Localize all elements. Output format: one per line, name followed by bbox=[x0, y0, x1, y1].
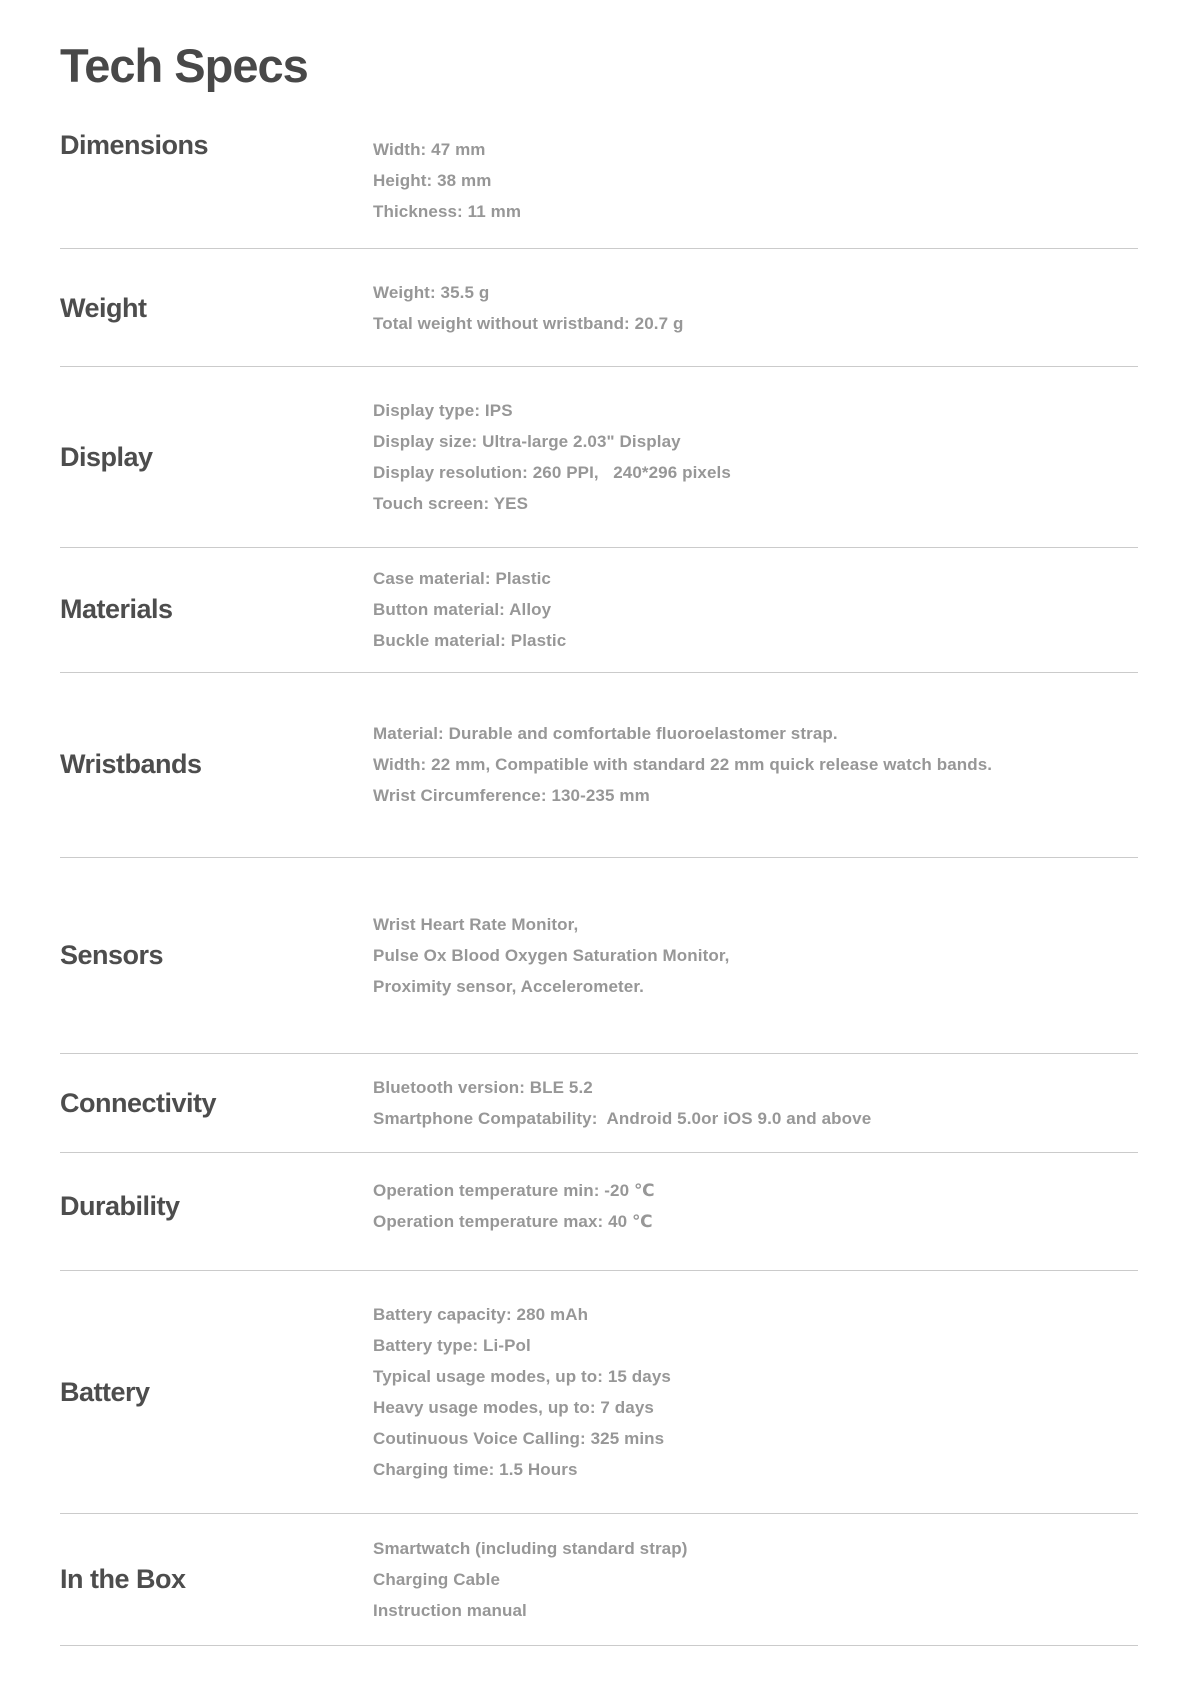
spec-value-line: Width: 47 mm bbox=[373, 140, 486, 159]
spec-section-wristbands bbox=[60, 673, 1138, 857]
spec-section-sensors bbox=[60, 858, 1138, 1053]
spec-value-line: Proximity sensor, Accelerometer. bbox=[373, 977, 644, 996]
section-values-weight bbox=[373, 277, 1138, 339]
spec-value-line: Touch screen: YES bbox=[373, 494, 529, 513]
spec-value-line: Wrist Heart Rate Monitor, bbox=[373, 915, 579, 934]
section-label-weight: Weight bbox=[60, 292, 147, 323]
spec-value-line: Smartwatch (including standard strap) bbox=[373, 1539, 688, 1558]
spec-value-line: Charging time: 1.5 Hours bbox=[373, 1460, 578, 1479]
spec-value-line: Operation temperature max: 40 ℃ bbox=[373, 1212, 653, 1231]
spec-value-line: Thickness: 11 mm bbox=[373, 202, 522, 221]
section-label-connectivity: Connectivity bbox=[60, 1087, 217, 1118]
spec-value-line: Battery type: Li-Pol bbox=[373, 1336, 531, 1355]
spec-value-line: Material: Durable and comfortable fluoroelastomer strap. bbox=[373, 724, 838, 743]
spec-value-line: Display type: IPS bbox=[373, 401, 513, 420]
spec-value-line: Heavy usage modes, up to: 7 days bbox=[373, 1398, 654, 1417]
section-values-connectivity bbox=[373, 1072, 1138, 1134]
spec-value-line: Smartphone Compatability: Android 5.0or iOS 9.0 and above bbox=[373, 1109, 872, 1128]
spec-value-line: Operation temperature min: -20 ℃ bbox=[373, 1181, 655, 1200]
section-values-display bbox=[373, 395, 1138, 519]
spec-value-line: Display resolution: 260 PPI, 240*296 pixels bbox=[373, 463, 731, 482]
spec-section-in-the-box bbox=[60, 1514, 1138, 1645]
spec-value-line: Charging Cable bbox=[373, 1570, 501, 1589]
spec-section-battery bbox=[60, 1271, 1138, 1513]
section-label-display: Display bbox=[60, 441, 153, 472]
section-values-battery bbox=[373, 1299, 1138, 1485]
section-values-sensors bbox=[373, 909, 1138, 1002]
section-values-dimensions bbox=[373, 134, 1138, 227]
spec-section-materials bbox=[60, 548, 1138, 672]
section-label-sensors: Sensors bbox=[60, 940, 164, 970]
spec-value-line: Button material: Alloy bbox=[373, 600, 552, 619]
spec-value-line: Battery capacity: 280 mAh bbox=[373, 1305, 589, 1324]
page-title: Tech Specs bbox=[60, 39, 308, 92]
section-label-materials: Materials bbox=[60, 594, 173, 624]
section-label-battery: Battery bbox=[60, 1376, 150, 1407]
spec-value-line: Case material: Plastic bbox=[373, 569, 551, 588]
spec-section-weight bbox=[60, 249, 1138, 366]
spec-section-display bbox=[60, 367, 1138, 547]
section-label-dimensions: Dimensions bbox=[60, 130, 209, 160]
spec-value-line: Wrist Circumference: 130-235 mm bbox=[373, 786, 650, 805]
spec-section-dimensions bbox=[60, 100, 1138, 248]
section-values-materials bbox=[373, 563, 1138, 656]
spec-value-line: Typical usage modes, up to: 15 days bbox=[373, 1367, 671, 1386]
spec-value-line: Coutinuous Voice Calling: 325 mins bbox=[373, 1429, 665, 1448]
section-label-durability: Durability bbox=[60, 1190, 180, 1221]
section-values-durability bbox=[373, 1175, 1138, 1237]
section-label-in-the-box: In the Box bbox=[60, 1564, 186, 1594]
spec-value-line: Height: 38 mm bbox=[373, 171, 492, 190]
spec-value-line: Display size: Ultra-large 2.03" Display bbox=[373, 432, 681, 451]
spec-value-line: Total weight without wristband: 20.7 g bbox=[373, 314, 684, 333]
spec-value-line: Pulse Ox Blood Oxygen Saturation Monitor, bbox=[373, 946, 730, 965]
spec-value-line: Buckle material: Plastic bbox=[373, 631, 567, 650]
spec-value-line: Instruction manual bbox=[373, 1601, 527, 1620]
section-values-in-the-box bbox=[373, 1533, 1138, 1626]
spec-value-line: Bluetooth version: BLE 5.2 bbox=[373, 1078, 593, 1097]
section-values-wristbands bbox=[373, 718, 1138, 811]
section-divider bbox=[60, 1645, 1138, 1646]
spec-section-connectivity bbox=[60, 1054, 1138, 1152]
spec-value-line: Weight: 35.5 g bbox=[373, 283, 490, 302]
section-label-wristbands: Wristbands bbox=[60, 749, 202, 779]
spec-value-line: Width: 22 mm, Compatible with standard 22 mm quick release watch bands. bbox=[373, 755, 993, 774]
spec-section-durability bbox=[60, 1153, 1138, 1270]
